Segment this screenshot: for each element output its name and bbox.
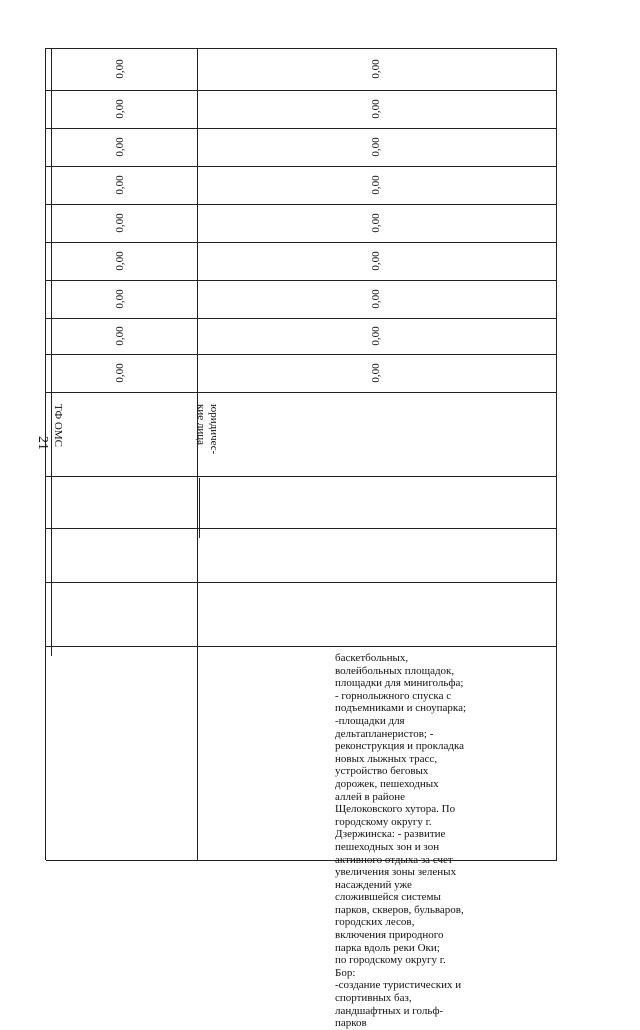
- row-divider-10: [46, 476, 557, 477]
- right-value-cell: 0,00: [370, 326, 382, 346]
- left-value-cell: 0,00: [114, 175, 126, 195]
- row-divider-13: [46, 646, 557, 647]
- source-cell-main: ТФ ОМС: [52, 404, 64, 447]
- left-value-cell: 0,00: [114, 213, 126, 233]
- row-divider-11: [46, 528, 557, 529]
- source-cell-sub: юридичес- кие лица: [195, 404, 220, 455]
- left-value-cell: 0,00: [114, 99, 126, 119]
- table-border-bottom: [45, 48, 46, 860]
- right-value-cell: 0,00: [370, 137, 382, 157]
- right-value-cell: 0,00: [370, 213, 382, 233]
- right-value-cell: 0,00: [370, 175, 382, 195]
- column-divider-2: [51, 48, 52, 656]
- left-value-cell: 0,00: [114, 363, 126, 383]
- left-value-cell: 0,00: [114, 251, 126, 271]
- right-value-cell: 0,00: [370, 363, 382, 383]
- right-value-cell: 0,00: [370, 59, 382, 79]
- right-value-cell: 0,00: [370, 99, 382, 119]
- right-value-cell: 0,00: [370, 289, 382, 309]
- column-divider-3: [199, 478, 200, 538]
- left-value-cell: 0,00: [114, 326, 126, 346]
- left-value-cell: 0,00: [114, 59, 126, 79]
- left-value-cell: 0,00: [114, 137, 126, 157]
- description-cell: баскетбольных, волейбольных площадок, площадки для минигольфа; - горнолыжного спуска с подъемниками и сноупарка; -площадки для дельтапланеристов; - реконструкция и прокладка новых лыжных трасс, устройство беговых дорожек, пешеходных аллей в районе Щелоковского хутора. По городскому округу г. Дзержинска: - развитие пешеходных зон и зон активного отдыха за счет увеличения зоны зеленых насаждений уже сложившейся системы парков, скверов, бульваров, городских лесов, включения природного парка вдоль реки Оки; по городскому округу г. Бор: -создание туристических и спортивных баз, ландшафтных и гольф- парков: [335, 652, 467, 1030]
- page-number: 21: [35, 436, 50, 450]
- row-divider-12: [46, 582, 557, 583]
- table-border-top: [556, 48, 557, 860]
- right-value-cell: 0,00: [370, 251, 382, 271]
- left-value-cell: 0,00: [114, 289, 126, 309]
